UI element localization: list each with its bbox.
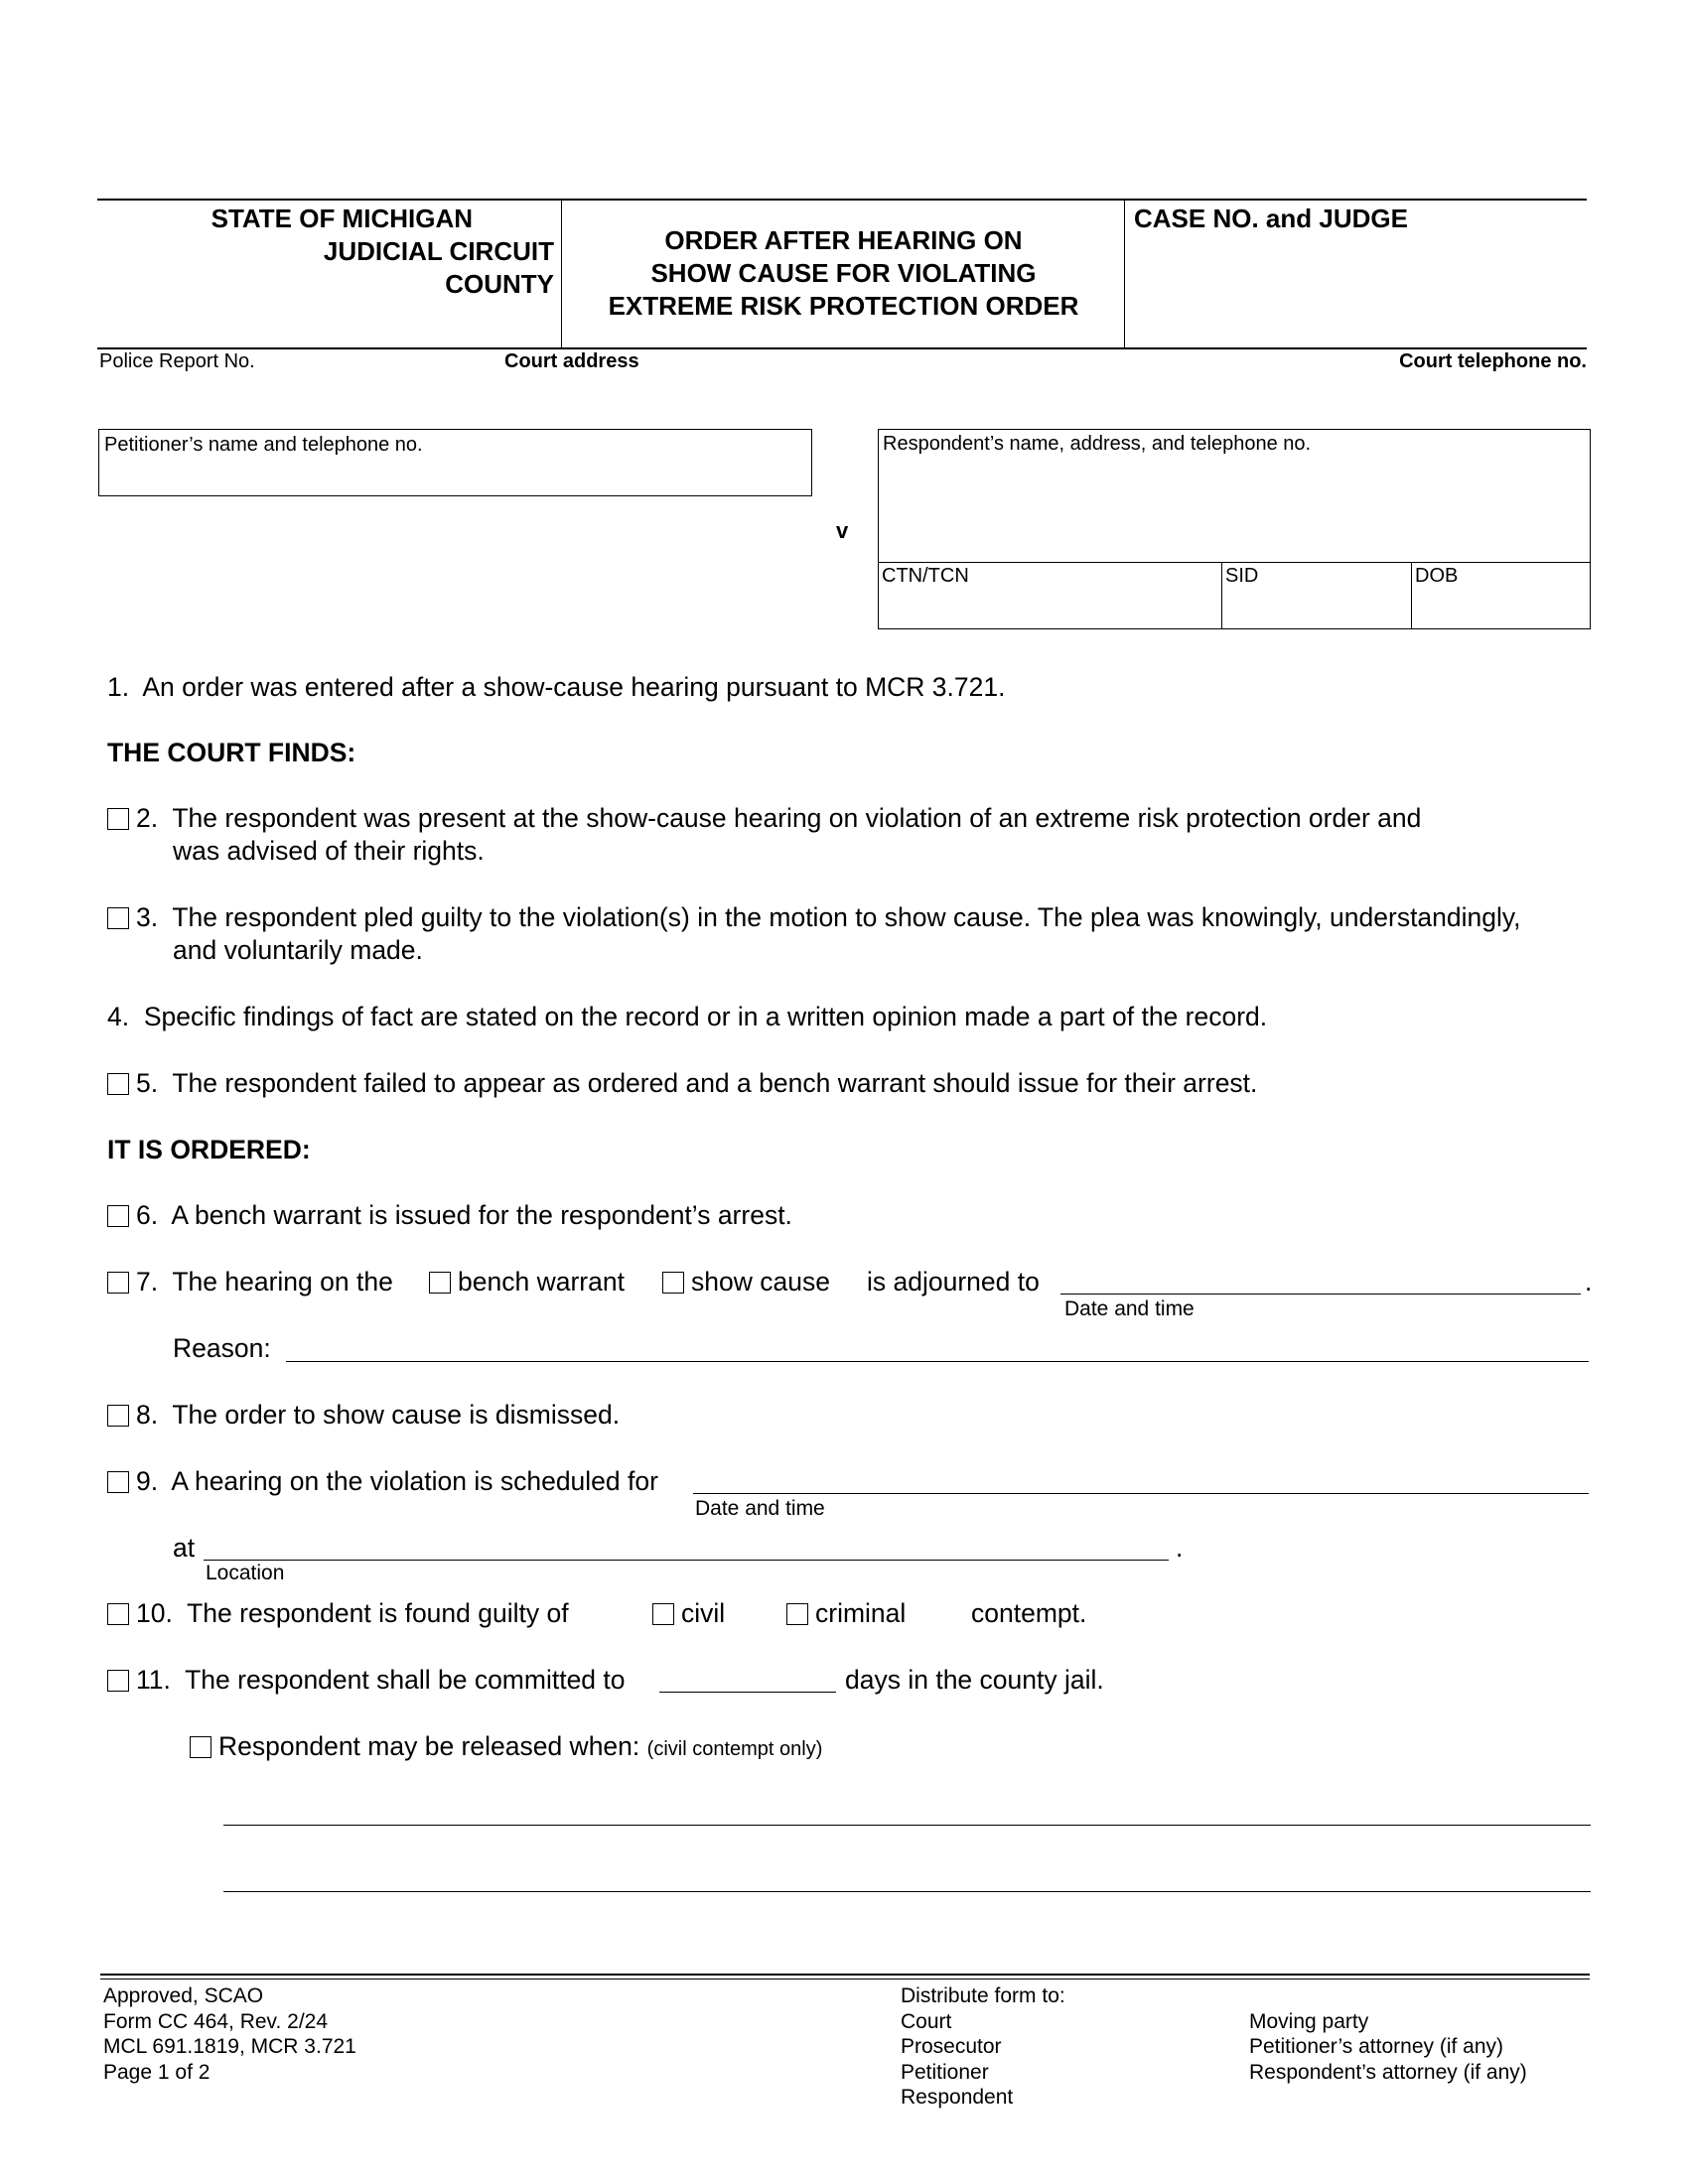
header-bottom-rule xyxy=(97,347,1587,349)
release-condition: Respondent may be released when: (civil contempt only) xyxy=(190,1730,822,1766)
versus-label: v xyxy=(836,518,849,543)
bench-warrant-checkbox[interactable] xyxy=(429,1272,451,1294)
court-telephone-label: Court telephone no. xyxy=(1399,350,1587,372)
item-7-option-bench-warrant[interactable]: bench warrant xyxy=(429,1266,625,1298)
item-8: 8. The order to show cause is dismissed. xyxy=(107,1399,620,1432)
item-11: 11. The respondent shall be committed to xyxy=(107,1664,626,1697)
dist-moving-party: Moving party xyxy=(1249,2009,1369,2033)
contempt-label: contempt. xyxy=(971,1598,1087,1628)
item-5: 5. The respondent failed to appear as ordered and a bench warrant should issue for their arrest. xyxy=(107,1067,1257,1100)
judicial-circuit-label: JUDICIAL CIRCUIT xyxy=(323,236,554,266)
header-divider-2 xyxy=(1124,199,1125,347)
item-9-period: . xyxy=(1176,1533,1184,1563)
distribution-list-2 xyxy=(1249,2009,1527,2086)
county-label: COUNTY xyxy=(445,269,554,299)
hearing-date-field[interactable] xyxy=(693,1493,1589,1494)
respondent-id-rule xyxy=(878,562,1591,563)
court-address-label: Court address xyxy=(504,350,639,372)
item-8-checkbox[interactable] xyxy=(107,1405,129,1427)
statute-reference: MCL 691.1819, MCR 3.721 xyxy=(103,2035,356,2058)
civil-contempt-note: (civil contempt only) xyxy=(646,1738,823,1760)
respondent-box xyxy=(878,429,1591,629)
item-2: 2. The respondent was present at the show-cause hearing on violation of an extreme risk protection order and xyxy=(107,802,1421,835)
item-11-checkbox[interactable] xyxy=(107,1670,129,1692)
ctn-sid-divider xyxy=(1221,562,1222,629)
dist-petitioner: Petitioner xyxy=(901,2060,989,2084)
item-7-checkbox[interactable] xyxy=(107,1272,129,1294)
release-checkbox[interactable] xyxy=(190,1736,211,1758)
court-jurisdiction xyxy=(97,203,554,301)
sid-field[interactable]: SID xyxy=(1225,565,1259,587)
item-1: 1. An order was entered after a show-cause hearing pursuant to MCR 3.721. xyxy=(107,672,1006,702)
release-line-1[interactable] xyxy=(223,1825,1591,1826)
it-is-ordered-heading: IT IS ORDERED: xyxy=(107,1135,311,1164)
jail-days-suffix: days in the county jail. xyxy=(845,1665,1104,1695)
item-7-period: . xyxy=(1585,1267,1593,1297)
dob-field[interactable]: DOB xyxy=(1415,565,1459,587)
adjourned-date-caption: Date and time xyxy=(1064,1297,1195,1320)
case-no-judge-label: CASE NO. and JUDGE xyxy=(1134,204,1408,233)
police-report-label: Police Report No. xyxy=(99,350,255,372)
show-cause-checkbox[interactable] xyxy=(662,1272,684,1294)
item-7: 7. The hearing on the xyxy=(107,1266,393,1298)
ctn-tcn-field[interactable]: CTN/TCN xyxy=(882,565,969,587)
header-top-rule xyxy=(97,199,1587,201)
dist-respondent-attorney: Respondent’s attorney (if any) xyxy=(1249,2060,1527,2084)
item-10: 10. The respondent is found guilty of xyxy=(107,1597,569,1630)
distribute-label: Distribute form to: xyxy=(901,1984,1065,2007)
hearing-date-caption: Date and time xyxy=(695,1497,825,1520)
item-2-cont: was advised of their rights. xyxy=(173,836,485,866)
adjourned-date-field[interactable] xyxy=(1060,1294,1581,1295)
item-3: 3. The respondent pled guilty to the violation(s) in the motion to show cause. The plea was knowingly, understandingly, xyxy=(107,901,1521,934)
respondent-label[interactable]: Respondent’s name, address, and telephone no. xyxy=(883,433,1312,455)
dist-petitioner-attorney: Petitioner’s attorney (if any) xyxy=(1249,2035,1504,2058)
dist-court: Court xyxy=(901,2009,952,2033)
distribution-list xyxy=(901,1983,1065,2111)
item-3-checkbox[interactable] xyxy=(107,907,129,929)
reason-field[interactable] xyxy=(286,1361,1589,1362)
state-name: STATE OF MICHIGAN xyxy=(211,204,473,233)
item-10-option-civil[interactable]: civil xyxy=(652,1597,725,1630)
civil-checkbox[interactable] xyxy=(652,1603,674,1625)
sid-dob-divider xyxy=(1411,562,1412,629)
release-line-2[interactable] xyxy=(223,1891,1591,1892)
petitioner-field[interactable] xyxy=(98,429,812,496)
item-10-option-criminal[interactable]: criminal xyxy=(786,1597,906,1630)
page-number: Page 1 of 2 xyxy=(103,2060,211,2084)
reason-label: Reason: xyxy=(173,1333,271,1363)
item-6: 6. A bench warrant is issued for the respondent’s arrest. xyxy=(107,1199,792,1232)
item-10-checkbox[interactable] xyxy=(107,1603,129,1625)
court-finds-heading: THE COURT FINDS: xyxy=(107,738,356,767)
form-info xyxy=(103,1983,356,2085)
item-9-checkbox[interactable] xyxy=(107,1471,129,1493)
item-7-option-show-cause[interactable]: show cause xyxy=(662,1266,830,1298)
hearing-location-field[interactable] xyxy=(204,1560,1169,1561)
header-divider-1 xyxy=(561,199,562,347)
item-9: 9. A hearing on the violation is scheduled for xyxy=(107,1465,658,1498)
item-4: 4. Specific findings of fact are stated on the record or in a written opinion made a part of the record. xyxy=(107,1002,1268,1031)
location-caption: Location xyxy=(206,1562,285,1584)
petitioner-label: Petitioner’s name and telephone no. xyxy=(104,434,423,456)
criminal-checkbox[interactable] xyxy=(786,1603,808,1625)
form-number: Form CC 464, Rev. 2/24 xyxy=(103,2009,329,2033)
item-3-cont: and voluntarily made. xyxy=(173,935,423,965)
dist-respondent: Respondent xyxy=(901,2086,1014,2109)
adjourned-label: is adjourned to xyxy=(867,1267,1040,1297)
approved-label: Approved, SCAO xyxy=(103,1984,264,2007)
jail-days-field[interactable] xyxy=(659,1692,836,1693)
dist-prosecutor: Prosecutor xyxy=(901,2035,1002,2058)
item-6-checkbox[interactable] xyxy=(107,1205,129,1227)
item-2-checkbox[interactable] xyxy=(107,808,129,830)
form-title: ORDER AFTER HEARING ON SHOW CAUSE FOR VIOLATING EXTREME RISK PROTECTION ORDER xyxy=(608,225,1079,321)
footer-rule-top xyxy=(100,1974,1590,1976)
item-5-checkbox[interactable] xyxy=(107,1073,129,1095)
at-label: at xyxy=(173,1533,196,1563)
